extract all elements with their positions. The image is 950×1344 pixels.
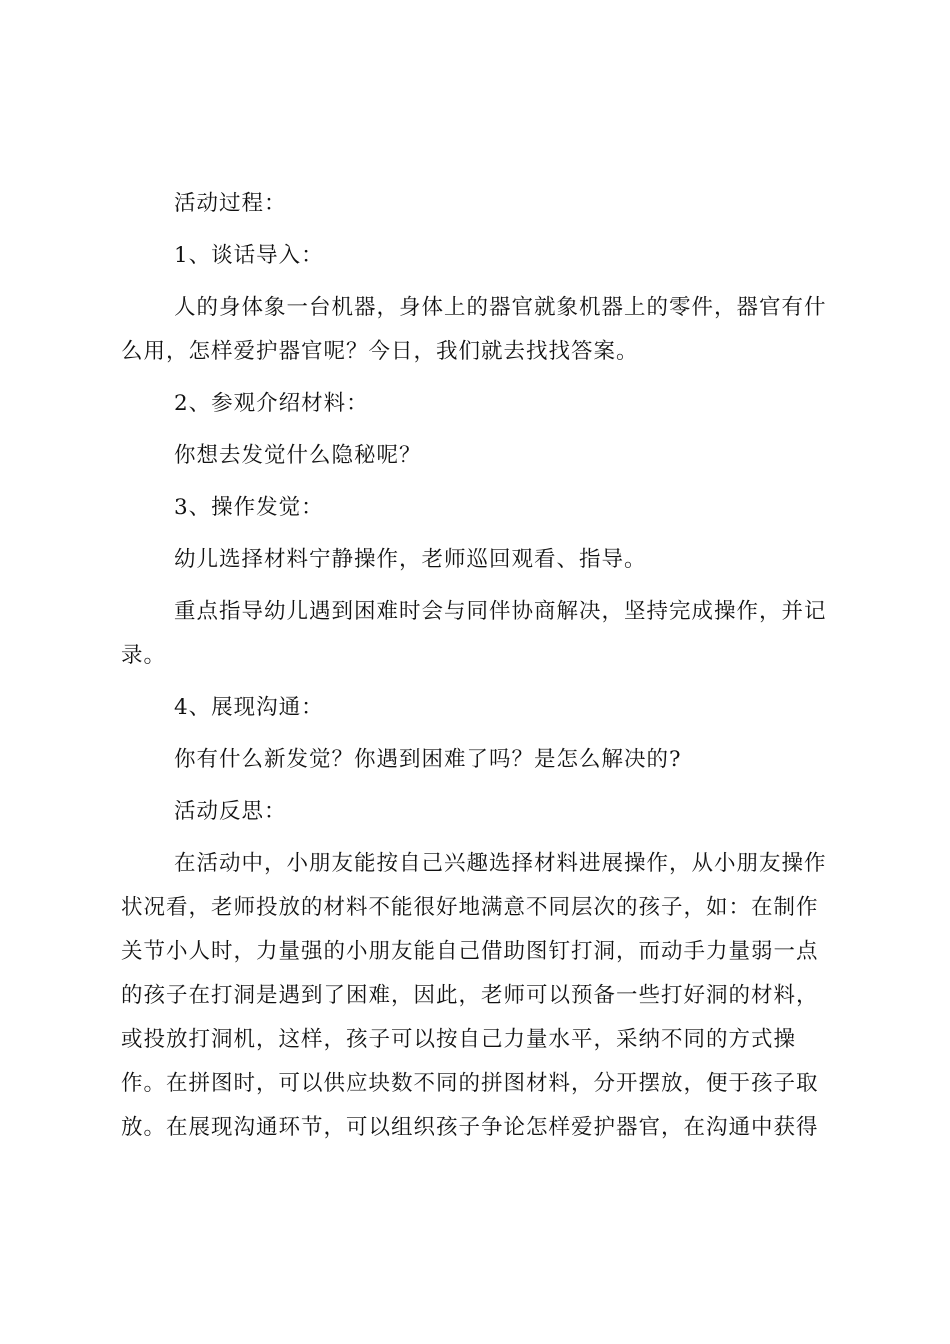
step-4-text: 你有什么新发觉？你遇到困难了吗？是怎么解决的? <box>174 747 682 772</box>
heading-activity-reflection: 活动反思： <box>174 799 287 824</box>
step-3-text-1: 幼儿选择材料宁静操作，老师巡回观看、指导。 <box>174 547 647 572</box>
step-2-heading: 2、参观介绍材料： <box>174 391 369 416</box>
step-3-text-2: 重点指导幼儿遇到困难时会与同伴协商解决，坚持完成操作，并记录。 <box>121 599 827 668</box>
step-1-text: 人的身体象一台机器，身体上的器官就象机器上的零件，器官有什么用，怎样爱护器官呢？今日，我们就去找找答案。 <box>121 295 827 364</box>
step-3-heading: 3、操作发觉： <box>174 495 324 520</box>
step-2-text: 你想去发觉什么隐秘呢？ <box>174 443 422 468</box>
document-body <box>121 182 835 1158</box>
heading-activity-process: 活动过程： <box>174 191 287 216</box>
step-1-heading: 1、谈话导入： <box>174 243 324 268</box>
step-4-heading: 4、展现沟通： <box>174 695 324 720</box>
reflection-text: 在活动中，小朋友能按自己兴趣选择材料进展操作，从小朋友操作状况看，老师投放的材料不能很好地满意不同层次的孩子，如：在制作关节小人时，力量强的小朋友能自己借助图钉打洞，而动手力量弱一点的孩子在打洞是遇到了困难，因此，老师可以预备一些打好洞的材料，或投放打洞机，这样，孩子可以按自己力量水平，采纳不同的方式操作。在拼图时，可以供应块数不同的拼图材料，分开摆放，便于孩子取放。在展现沟通环节，可以组织孩子争论怎样爱护器官，在沟通中获得 <box>121 851 827 1140</box>
